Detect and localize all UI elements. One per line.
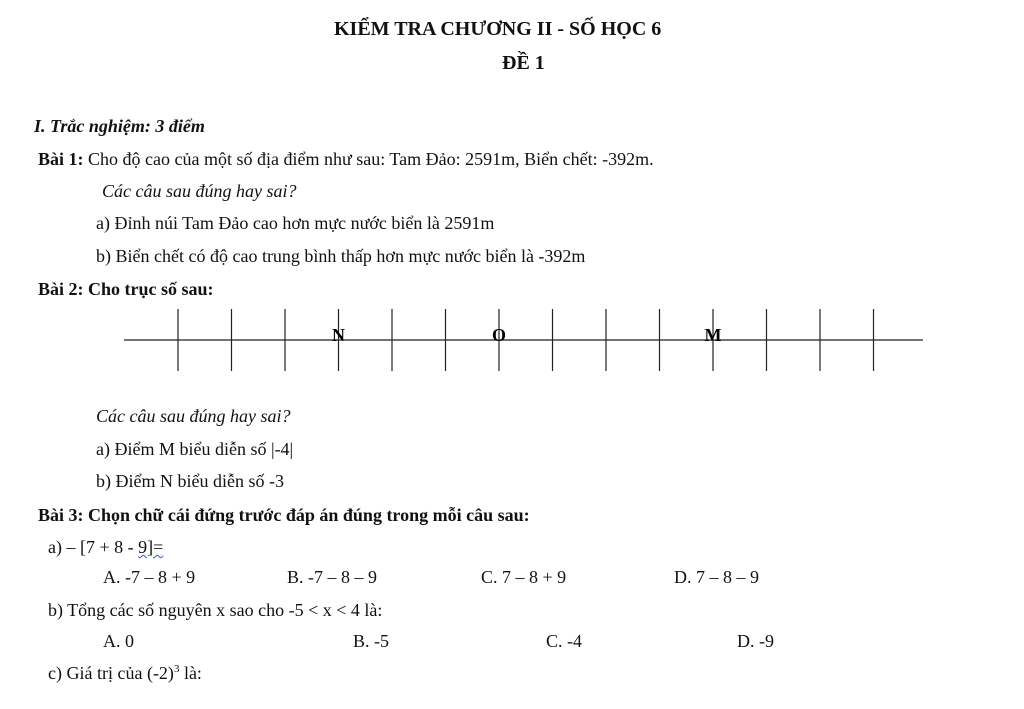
bai3-qa-option-b: B. -7 – 8 – 9 (287, 567, 377, 587)
bai3-qb-option-c: C. -4 (546, 631, 582, 651)
bai3-qa-option-c: C. 7 – 8 + 9 (481, 567, 567, 587)
bai3-qb-option-a: A. 0 (103, 631, 134, 651)
bai2-option-a: a) Điểm M biểu diễn số |-4| (96, 439, 294, 459)
bai1-question: Các câu sau đúng hay sai? (102, 181, 297, 201)
bai3-qa-option-d: D. 7 – 8 – 9 (674, 567, 759, 587)
section-heading: I. Trắc nghiệm: 3 điểm (34, 116, 205, 136)
bai1-option-b: b) Biển chết có độ cao trung bình thấp hơn mực nước biển là -392m (96, 246, 586, 266)
bai3-qa-option-a: A. -7 – 8 + 9 (103, 567, 196, 587)
bai3-qa-squiggle: 9]= (138, 537, 164, 557)
bai1-option-a: a) Đỉnh núi Tam Đảo cao hơn mực nước biển là 2591m (96, 213, 495, 233)
bai3-question-a (48, 537, 163, 558)
bai2-question: Các câu sau đúng hay sai? (96, 406, 291, 426)
page-title: KIỂM TRA CHƯƠNG II - SỐ HỌC 6 (334, 18, 662, 40)
bai3-qc-exponent: 3 (173, 663, 180, 675)
bai1-label: Bài 1: (38, 149, 84, 169)
bai3-qc-prefix: c) Giá trị của (-2) (48, 663, 174, 683)
number-line-point-m: M (704, 325, 722, 345)
bai3-qb-option-b: B. -5 (353, 631, 389, 651)
bai2-heading: Bài 2: Cho trục số sau: (38, 279, 214, 299)
bai3-question-b: b) Tổng các số nguyên x sao cho -5 < x < 4 là: (48, 600, 383, 620)
page-subtitle: ĐỀ 1 (502, 52, 545, 74)
bai1-text: Cho độ cao của một số địa điểm như sau: Tam Đảo: 2591m, Biển chết: -392m. (88, 149, 654, 169)
number-line-point-o: O (491, 325, 507, 345)
bai3-qc-suffix: là: (179, 663, 202, 683)
number-line-point-n: N (332, 325, 345, 345)
bai3-question-c (48, 663, 202, 684)
bai2-option-b: b) Điểm N biểu diễn số -3 (96, 471, 284, 491)
bai3-qa-prefix: a) – [7 + 8 - (48, 537, 139, 557)
bai3-qb-option-d: D. -9 (737, 631, 774, 651)
bai3-heading: Bài 3: Chọn chữ cái đứng trước đáp án đúng trong mỗi câu sau: (38, 505, 530, 525)
